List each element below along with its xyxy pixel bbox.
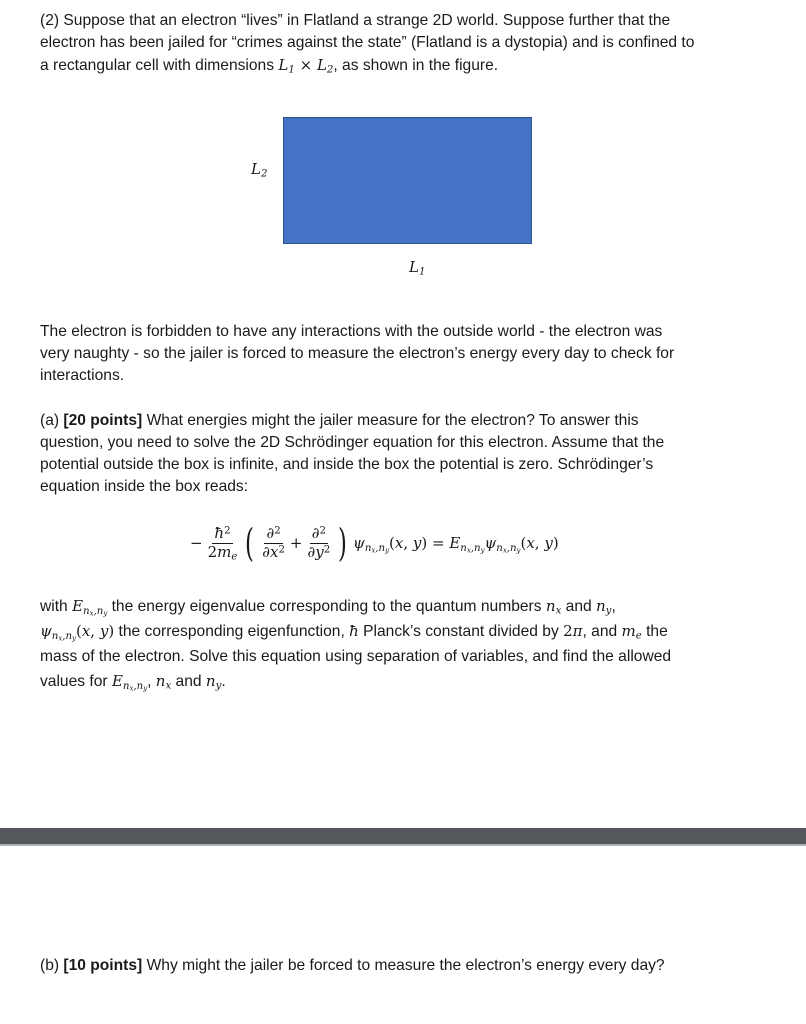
part-a-points: [20 points] — [63, 412, 143, 429]
part-b-paragraph — [40, 955, 756, 977]
followup-line-4: values for $E_{n_x,n_y}$, $n_x$ and $n_y$. — [40, 672, 226, 693]
intro-line-1: (2) Suppose that an electron “lives” in Flatland a strange 2D world. Suppose further that the — [40, 12, 671, 29]
schrodinger-equation — [190, 518, 610, 568]
part-a-line-2: question, you need to solve the 2D Schrödinger equation for this electron. Assume that the — [40, 434, 665, 451]
intro-line-3: a rectangular cell with dimensions $L_1 \times L_2$, as shown in the figure. — [40, 56, 499, 76]
part-a-paragraph — [40, 410, 756, 498]
interaction-line-1: The electron is forbidden to have any interactions with the outside world - the electron was — [40, 323, 663, 340]
hbar-over-2m: $\frac{ħ^2}{2m_e}$ — [207, 523, 238, 563]
right-paren: ) — [338, 521, 348, 565]
part-b-line: (b) [10 points] Why might the jailer be forced to measure the electron’s energy every day? — [40, 957, 665, 974]
followup-line-1: with $E_{n_x,n_y}$ the energy eigenvalue corresponding to the quantum numbers $n_x$ and $n_y$, — [40, 597, 616, 618]
d2-dx2: $\frac{\partial^2}{\partial x^2}$ — [262, 523, 285, 561]
interaction-paragraph — [40, 321, 756, 387]
plus-sign: + — [289, 534, 303, 552]
part-a-line-4: equation inside the box reads: — [40, 478, 249, 495]
page-divider — [0, 828, 806, 844]
label-l1: $L_1$ — [409, 258, 426, 278]
part-b-points: [10 points] — [63, 957, 143, 974]
equation-rhs: $\psi_{n_x,n_y}(x$, $y) = E_{n_x,n_y}\psi_{n_x,n_y}(x$, y) — [353, 534, 559, 555]
minus-sign: − — [190, 534, 203, 552]
interaction-line-3: interactions. — [40, 367, 125, 384]
intro-paragraph — [40, 10, 756, 77]
followup-line-2: $\psi_{n_x,n_y}(x$, y) the corresponding eigenfunction, ħ Planck’s constant divided by 2π, and $m_e$ the — [40, 622, 668, 643]
interaction-line-2: very naughty - so the jailer is forced to measure the electron’s energy every day to check for — [40, 345, 675, 362]
intro-line-2: electron has been jailed for “crimes against the state” (Flatland is a dystopia) and is confined to — [40, 34, 695, 51]
rectangular-cell — [283, 117, 532, 244]
followup-line-3: mass of the electron. Solve this equation using separation of variables, and find the allowed — [40, 648, 672, 665]
label-l2: $L_2$ — [251, 160, 268, 180]
dimensions-math: $L_1 \times L_2$ — [278, 56, 334, 76]
d2-dy2: $\frac{\partial^2}{\partial y^2}$ — [307, 523, 331, 561]
part-a-line-1: (a) [20 points] What energies might the jailer measure for the electron? To answer this — [40, 412, 639, 429]
left-paren: ( — [245, 521, 255, 565]
part-a-line-3: potential outside the box is infinite, and inside the box the potential is zero. Schrödinger’s — [40, 456, 654, 473]
followup-paragraph — [40, 594, 756, 694]
